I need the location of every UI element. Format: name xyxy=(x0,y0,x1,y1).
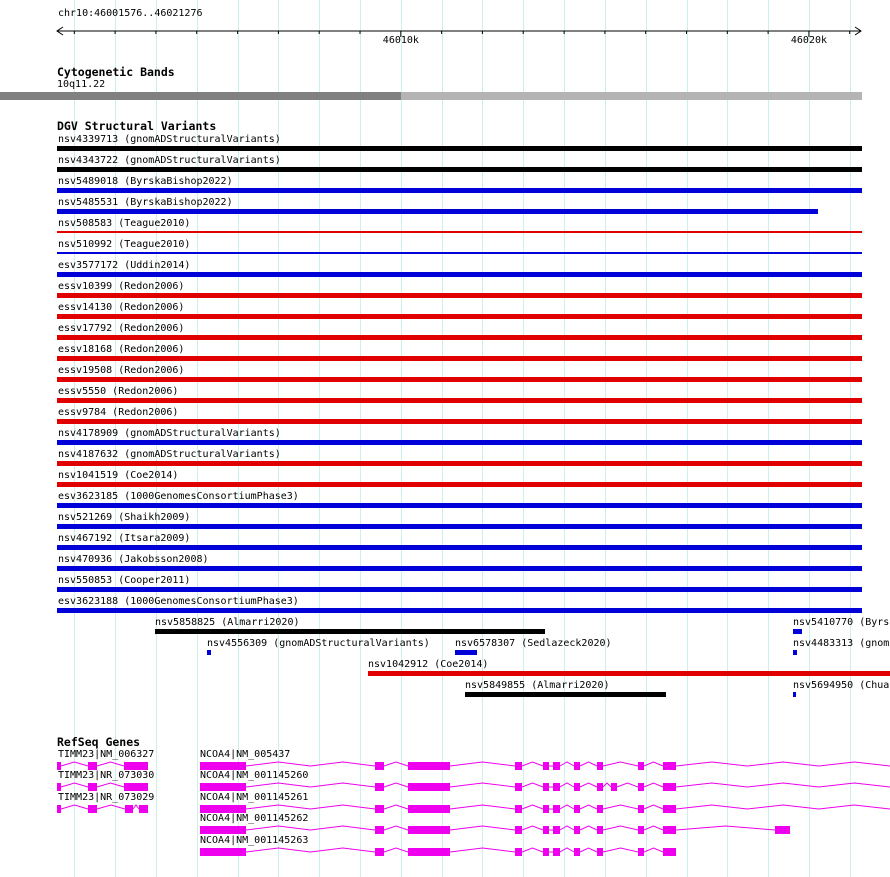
exon[interactable] xyxy=(124,783,148,791)
exon[interactable] xyxy=(125,805,133,813)
ruler-tick-label: 46020k xyxy=(790,35,828,46)
variant-label: nsv6578307 (Sedlazeck2020) xyxy=(455,638,612,649)
variant-bar[interactable] xyxy=(57,503,862,508)
variant-bar[interactable] xyxy=(207,650,211,655)
gridline xyxy=(360,0,361,877)
variant-bar[interactable] xyxy=(57,419,862,424)
exon[interactable] xyxy=(638,805,644,813)
variant-label: essv10399 (Redon2006) xyxy=(58,281,185,292)
exon[interactable] xyxy=(543,805,549,813)
exon[interactable] xyxy=(515,848,522,856)
gene-label: NCOA4|NM_001145263 xyxy=(200,835,309,846)
variant-bar[interactable] xyxy=(57,377,862,382)
variant-bar[interactable] xyxy=(57,566,862,571)
exon[interactable] xyxy=(124,762,148,770)
exon[interactable] xyxy=(88,805,97,813)
exon[interactable] xyxy=(553,826,560,834)
variant-bar[interactable] xyxy=(57,252,862,254)
variant-bar[interactable] xyxy=(57,461,862,466)
gridline xyxy=(442,0,443,877)
variant-label: nsv5410770 (Byrs xyxy=(793,617,890,628)
exon[interactable] xyxy=(408,783,450,791)
gene-label: TIMM23|NR_073029 xyxy=(58,792,155,803)
variant-label: nsv4339713 (gnomADStructuralVariants) xyxy=(58,134,281,145)
exon[interactable] xyxy=(543,783,549,791)
variant-label: essv19508 (Redon2006) xyxy=(58,365,185,376)
exon[interactable] xyxy=(515,762,522,770)
variant-bar[interactable] xyxy=(57,188,862,193)
variant-label: esv3577172 (Uddin2014) xyxy=(58,260,191,271)
variant-bar[interactable] xyxy=(57,608,862,613)
gene-glyph[interactable] xyxy=(57,782,148,792)
region-label: chr10:46001576..46021276 xyxy=(58,8,203,19)
exon[interactable] xyxy=(775,826,790,834)
variant-bar[interactable] xyxy=(57,209,818,214)
cytoband-segment[interactable] xyxy=(401,92,862,100)
variant-bar[interactable] xyxy=(57,272,862,277)
exon[interactable] xyxy=(663,848,676,856)
variant-bar[interactable] xyxy=(57,587,862,592)
variant-label: nsv1041519 (Coe2014) xyxy=(58,470,179,481)
exon[interactable] xyxy=(574,762,580,770)
cytoband-name: 10q11.22 xyxy=(57,79,106,90)
exon[interactable] xyxy=(638,848,644,856)
variant-bar[interactable] xyxy=(57,545,862,550)
variant-bar[interactable] xyxy=(57,398,862,403)
exon[interactable] xyxy=(638,826,644,834)
exon[interactable] xyxy=(663,805,676,813)
variant-label: essv14130 (Redon2006) xyxy=(58,302,185,313)
ruler xyxy=(0,0,890,46)
exon[interactable] xyxy=(200,848,246,856)
variant-bar[interactable] xyxy=(455,650,477,655)
variant-label: nsv5694950 (Chua xyxy=(793,680,890,691)
exon[interactable] xyxy=(200,783,246,791)
variant-bar[interactable] xyxy=(155,629,545,634)
exon[interactable] xyxy=(638,783,644,791)
exon[interactable] xyxy=(88,783,97,791)
exon[interactable] xyxy=(597,826,603,834)
variant-label: nsv550853 (Cooper2011) xyxy=(58,575,191,586)
exon[interactable] xyxy=(200,762,246,770)
variant-bar[interactable] xyxy=(57,146,862,151)
variant-bar[interactable] xyxy=(57,440,862,445)
exon[interactable] xyxy=(375,848,384,856)
variant-label: nsv467192 (Itsara2009) xyxy=(58,533,191,544)
variant-label: nsv521269 (Shaikh2009) xyxy=(58,512,191,523)
exon[interactable] xyxy=(375,783,384,791)
variant-bar[interactable] xyxy=(57,167,862,172)
exon[interactable] xyxy=(515,826,522,834)
variant-bar[interactable] xyxy=(57,335,862,340)
intron-line xyxy=(246,762,890,766)
variant-bar[interactable] xyxy=(57,356,862,361)
exon[interactable] xyxy=(597,848,603,856)
cytogenetic-bands-title: Cytogenetic Bands xyxy=(57,65,175,79)
gridline xyxy=(768,0,769,877)
variant-label: essv18168 (Redon2006) xyxy=(58,344,185,355)
exon[interactable] xyxy=(663,783,676,791)
variant-label: nsv508583 (Teague2010) xyxy=(58,218,191,229)
gene-label: TIMM23|NR_073030 xyxy=(58,770,155,781)
variant-label: nsv4556309 (gnomADStructuralVariants) xyxy=(207,638,430,649)
exon[interactable] xyxy=(139,805,148,813)
gene-glyph[interactable] xyxy=(200,782,890,792)
gridline xyxy=(523,0,524,877)
gene-glyph[interactable] xyxy=(200,825,790,835)
variant-label: nsv4187632 (gnomADStructuralVariants) xyxy=(58,449,281,460)
variant-bar[interactable] xyxy=(57,231,862,233)
gridline xyxy=(687,0,688,877)
exon[interactable] xyxy=(543,762,549,770)
exon[interactable] xyxy=(200,805,246,813)
exon[interactable] xyxy=(663,826,676,834)
exon[interactable] xyxy=(408,848,450,856)
exon[interactable] xyxy=(574,783,580,791)
variant-label: essv17792 (Redon2006) xyxy=(58,323,185,334)
variant-label: essv9784 (Redon2006) xyxy=(58,407,179,418)
exon[interactable] xyxy=(408,805,450,813)
exon[interactable] xyxy=(515,805,522,813)
gridline xyxy=(401,0,402,877)
exon[interactable] xyxy=(638,762,644,770)
exon[interactable] xyxy=(57,762,61,770)
intron-line xyxy=(246,805,890,809)
exon[interactable] xyxy=(200,826,246,834)
variant-bar[interactable] xyxy=(57,293,862,298)
variant-label: nsv1042912 (Coe2014) xyxy=(368,659,489,670)
variant-label: nsv5485531 (ByrskaBishop2022) xyxy=(58,197,233,208)
variant-label: nsv5489018 (ByrskaBishop2022) xyxy=(58,176,233,187)
exon[interactable] xyxy=(375,805,384,813)
exon[interactable] xyxy=(375,762,384,770)
variant-label: nsv4343722 (gnomADStructuralVariants) xyxy=(58,155,281,166)
gridline xyxy=(646,0,647,877)
exon[interactable] xyxy=(574,848,580,856)
exon[interactable] xyxy=(611,783,617,791)
exon[interactable] xyxy=(553,783,560,791)
exon[interactable] xyxy=(597,762,603,770)
gene-label: NCOA4|NM_005437 xyxy=(200,749,291,760)
exon[interactable] xyxy=(553,762,560,770)
variant-label: nsv510992 (Teague2010) xyxy=(58,239,191,250)
exon[interactable] xyxy=(375,826,384,834)
exon[interactable] xyxy=(574,826,580,834)
gridline xyxy=(482,0,483,877)
variant-label: essv5550 (Redon2006) xyxy=(58,386,179,397)
intron-line xyxy=(246,826,775,830)
exon[interactable] xyxy=(574,805,580,813)
variant-bar[interactable] xyxy=(57,482,862,487)
exon[interactable] xyxy=(515,783,522,791)
exon[interactable] xyxy=(543,848,549,856)
variant-label: nsv4483313 (gnom xyxy=(793,638,890,649)
variant-label: nsv470936 (Jakobsson2008) xyxy=(58,554,209,565)
gene-label: NCOA4|NM_001145261 xyxy=(200,792,309,803)
exon[interactable] xyxy=(408,762,450,770)
variant-bar[interactable] xyxy=(465,692,666,697)
variant-label: nsv4178909 (gnomADStructuralVariants) xyxy=(58,428,281,439)
gridline xyxy=(319,0,320,877)
exon[interactable] xyxy=(597,805,603,813)
exon[interactable] xyxy=(553,805,560,813)
gridline xyxy=(727,0,728,877)
variant-label: nsv5849855 (Almarri2020) xyxy=(465,680,610,691)
variant-label: nsv5858825 (Almarri2020) xyxy=(155,617,300,628)
exon[interactable] xyxy=(88,762,97,770)
variant-bar[interactable] xyxy=(57,524,862,529)
refseq-track-title: RefSeq Genes xyxy=(57,735,141,749)
variant-bar[interactable] xyxy=(793,650,797,655)
intron-line xyxy=(246,783,890,787)
gridline xyxy=(605,0,606,877)
exon[interactable] xyxy=(57,783,61,791)
variant-bar[interactable] xyxy=(368,671,890,676)
gridline xyxy=(850,0,851,877)
gene-glyph[interactable] xyxy=(200,847,676,857)
variant-label: esv3623188 (1000GenomesConsortiumPhase3) xyxy=(58,596,299,607)
ruler-tick-label: 46010k xyxy=(382,35,419,46)
dgv-track-title: DGV Structural Variants xyxy=(57,119,217,133)
exon[interactable] xyxy=(663,762,676,770)
gene-glyph[interactable] xyxy=(57,804,148,814)
exon[interactable] xyxy=(597,783,603,791)
gene-label: NCOA4|NM_001145260 xyxy=(200,770,309,781)
variant-bar[interactable] xyxy=(57,314,862,319)
gene-label: TIMM23|NM_006327 xyxy=(58,749,155,760)
gene-label: NCOA4|NM_001145262 xyxy=(200,813,309,824)
gridline xyxy=(564,0,565,877)
exon[interactable] xyxy=(543,826,549,834)
variant-label: esv3623185 (1000GenomesConsortiumPhase3) xyxy=(58,491,299,502)
variant-bar[interactable] xyxy=(793,692,796,697)
exon[interactable] xyxy=(408,826,450,834)
gridline xyxy=(809,0,810,877)
exon[interactable] xyxy=(57,805,61,813)
variant-bar[interactable] xyxy=(793,629,802,634)
exon[interactable] xyxy=(553,848,560,856)
cytoband-segment[interactable] xyxy=(0,92,401,100)
